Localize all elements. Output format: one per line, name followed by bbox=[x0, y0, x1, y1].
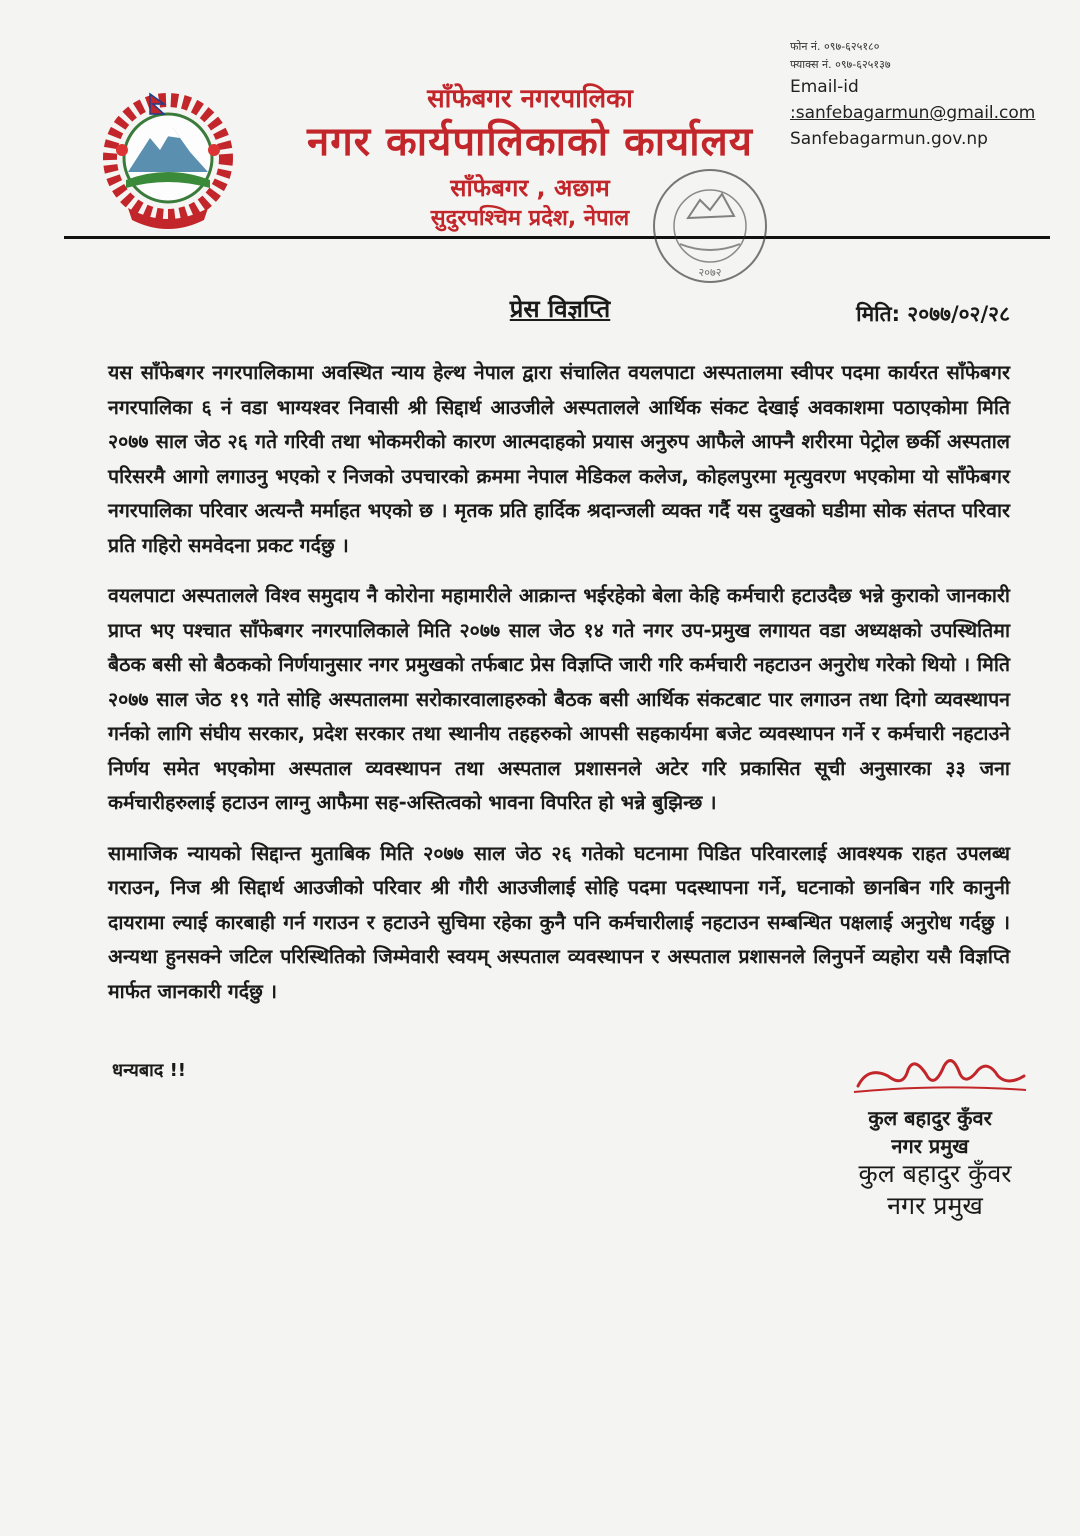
closing-text: धन्यबाद !! bbox=[112, 1060, 187, 1081]
signatory-name-typed: कुल बहादुर कुँवर bbox=[858, 1159, 1012, 1188]
document-title: प्रेस विज्ञप्ति bbox=[509, 295, 611, 323]
header-divider bbox=[64, 236, 1050, 239]
document-body bbox=[108, 356, 1010, 1025]
signatory-name: कुल बहादुर कुँवर bbox=[868, 1106, 992, 1130]
municipality-name: साँफेबगर नगरपालिका bbox=[427, 84, 633, 114]
body-paragraph: वयलपाटा अस्पतालले विश्व समुदाय नै कोरोना महामारीले आक्रान्त भईरहेको बेला केहि कर्मचारी हटाउदैछ भन्ने कुराको जानकारी प्राप्त भए पश्चात साँफेबगर नगरपालिकाले मिति २०७७ साल जेठ १४ गते नगर उप-प्रमुख लगायत वडा अध्यक्षको उपस्थितिमा बैठक बसी सो बैठकको निर्णयानुसार नगर प्रमुखको तर्फबाट प्रेस विज्ञप्ति जारी गरि कर्मचारी नहटाउन अनुरोध गरेको थियो । मिति २०७७ साल जेठ १९ गते सोहि अस्पतालमा सरोकारवालाहरुको बैठक बसी आर्थिक संकटबाट पार लगाउन तथा दिगो व्यवस्थापन गर्नको लागि संघीय सरकार, प्रदेश सरकार तथा स्थानीय तहहरुको आपसी सहकार्यमा बजेट व्यवस्थापन गर्ने र कर्मचारी नहटाउने निर्णय समेत भएकोमा अस्पताल व्यवस्थापन तथा अस्पताल प्रशासनले अटेर गरि प्रकासित सूची अनुसारका ३३ जना कर्मचारीहरुलाई हटाउन लाग्नु आफैमा सह-अस्तित्वको भावना विपरित हो भन्ने बुझिन्छ । bbox=[108, 584, 1010, 814]
body-paragraph: सामाजिक न्यायको सिद्दान्त मुताबिक मिति २०७७ साल जेठ २६ गतेको घटनामा पिडित परिवारलाई आवश्यक राहत उपलब्ध गराउन, निज श्री सिद्दार्थ आउजीको परिवार श्री गौरी आउजीलाई सोहि पदमा पदस्थापना गर्ने, घटनाको छानबिन गरि कानुनी दायरामा ल्याई कारबाही गर्न गराउन र हटाउने सुचिमा रहेका कुनै पनि कर्मचारीलाई नहटाउन सम्बन्धित पक्षलाई अनुरोध गर्दछु । अन्यथा हुनसक्ने जटिल परिस्थितिको जिम्मेवारी स्वयम् अस्पताल व्यवस्थापन र अस्पताल प्रशासनले लिनुपर्ने व्यहोरा यसै विज्ञप्ति मार्फत जानकारी गर्दछु । bbox=[108, 841, 1010, 1003]
office-name: नगर कार्यपालिकाको कार्यालय bbox=[307, 119, 753, 165]
office-location: साँफेबगर , अछाम bbox=[450, 174, 610, 202]
handwritten-signature bbox=[848, 1046, 1038, 1106]
email-link[interactable]: :sanfebagarmun@gmail.com bbox=[790, 103, 1036, 123]
contact-block bbox=[790, 38, 1060, 152]
website-text: Sanfebagarmun.gov.np bbox=[790, 129, 988, 149]
signatory-typed-block bbox=[830, 1158, 1040, 1222]
fax-number: फ्याक्स नं. ०९७-६२५१३७ bbox=[790, 58, 891, 71]
body-paragraph: यस साँफेबगर नगरपालिकामा अवस्थित न्याय हेल्थ नेपाल द्वारा संचालित वयलपाटा अस्पतालमा स्वीपर पदमा कार्यरत साँफेबगर नगरपालिका ६ नं वडा भाग्यश्वर निवासी श्री सिद्दार्थ आउजीले अस्पतालले आर्थिक संकट देखाई अवकाशमा पठाएकोमा मिति २०७७ साल जेठ २६ गते गरिवी तथा भोकमरीको कारण आत्मदाहको प्रयास अनुरुप आफैले आफ्नै शरीरमा पेट्रोल छर्की अस्पताल परिसरमै आगो लगाउनु भएको र निजको उपचारको क्रममा नेपाल मेडिकल कलेज, कोहलपुरमा मृत्युवरण भएकोमा यो साँफेबगर नगरपालिका परिवार अत्यन्तै मर्माहत भएको छ । मृतक प्रति हार्दिक श्रदान्जली व्यक्त गर्दै यस दुखको घडीमा सोक संतप्त परिवार प्रति गहिरो समवेदना प्रकट गर्दछु । bbox=[108, 361, 1010, 557]
office-province: सुदुरपश्चिम प्रदेश, नेपाल bbox=[430, 206, 630, 231]
signatory-handwritten-block bbox=[830, 1104, 1030, 1160]
phone-number: फोन नं. ०९७-६२५१८० bbox=[790, 40, 880, 53]
nepal-emblem-logo bbox=[98, 80, 238, 240]
document-date: मिति: २०७७/०२/२८ bbox=[856, 302, 1010, 326]
svg-text:२०७२: २०७२ bbox=[698, 266, 722, 279]
signatory-position-typed: नगर प्रमुख bbox=[887, 1191, 983, 1220]
signatory-position: नगर प्रमुख bbox=[891, 1134, 969, 1158]
office-seal-stamp bbox=[640, 160, 790, 310]
email-label: Email-id bbox=[790, 77, 859, 97]
